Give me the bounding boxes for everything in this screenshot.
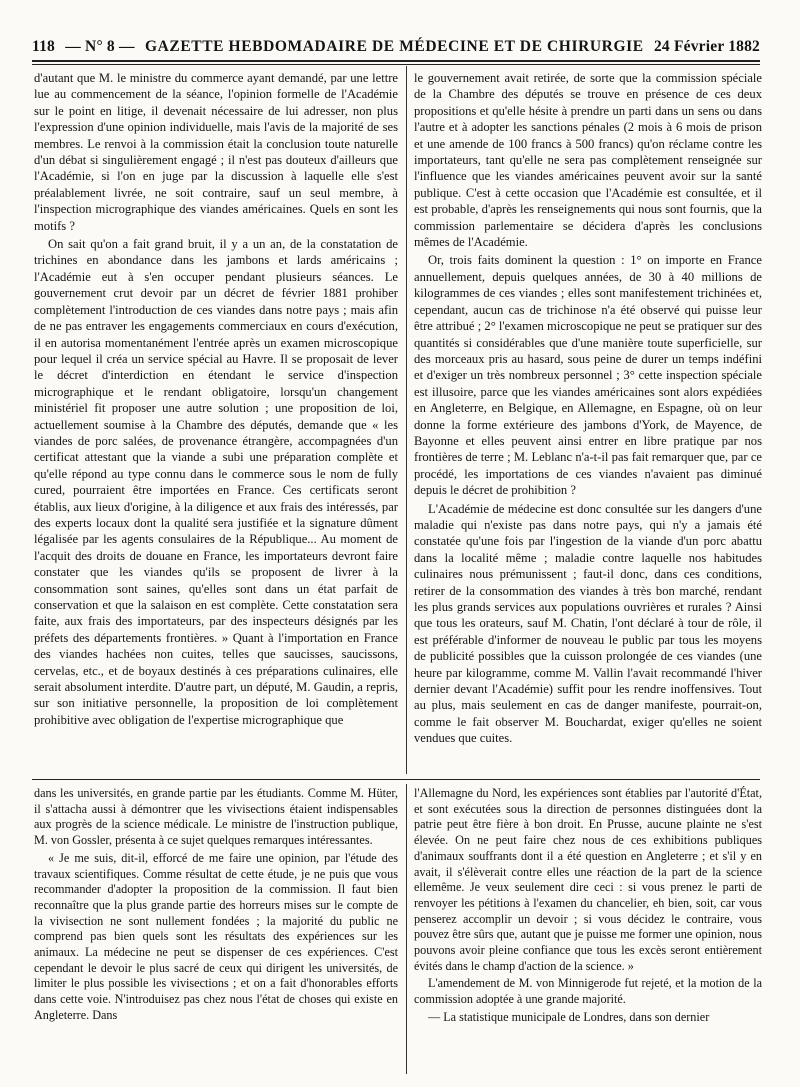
paragraph: L'amendement de M. von Minnigerode fut rejeté, et la motion de la commission adoptée à une grande majorité.: [414, 976, 762, 1007]
paragraph: le gouvernement avait retirée, de sorte que la commission spéciale de la Chambre des députés se trouve en présence de ces deux propositions et qu'elle hésite à prendre un parti dans un sens ou dans l'autre et à adopter les sanctions pénales (2 mois à 6 mois de prison et une amende de 100 francs à 500 francs) qu'on réclame contre les importateurs, tant qu'elle ne sera pas complètement renseignée sur l'influence que les viandes américaines peuvent avoir sur la santé publique. C'est à cette occasion que l'Académie est consultée, et il est probable, d'après les renseignements qui nous sont fournis, que la commission parlementaire se décidera d'après les conclusions mêmes de l'Académie.: [414, 71, 762, 250]
lower-right-column: [414, 786, 762, 1076]
paragraph: — La statistique municipale de Londres, dans son dernier: [428, 1009, 710, 1024]
paragraph: On sait qu'on a fait grand bruit, il y a un an, de la constatation de trichines en abondance dans les jambons et lards américains ; l'Académie eut à s'en occuper pendant plusieurs séances. Le gouvernement crut devoir par un décret de février 1881 prohiber complètement l'introduction de ces viandes dans notre pays ; mais afin de ne pas entraver les engagements commerciaux en cours d'exécution, il en autorisa momentanément l'entrée après un examen microscopique pour lequel il créa un service spécial au Havre. Il se proposait de lever le décret d'interdiction en étendant le service d'inspection micrographique et le rendant obligatoire, lorsqu'un changement ministériel fit proposer une autre solution ; une proposition de loi, actuellement soumise à la Chambre des députés, demande que « les viandes de porc salées, de provenance étrangère, accompagnées d'un certificat attestant que la viande a subi une préparation complète et qu'elle répond au type connu dans le commerce sous le nom de fully cured, pourraient être importées en France. Ces certificats seront établis, aux lieux d'origine, à la diligence et aux frais des intéressés, par des experts locaux dont la qualité sera justifiée et la signature dûment légalisée par les agents consulaires de la République... Au moment de l'acquit des droits de douane en France, les importateurs devront faire constater que les viandes qu'ils se proposent de livrer à la consommation sont saines, qu'elles sont dans un état parfait de conservation et que la salaison en est complète. Cette constatation sera faite, aux frais des importateurs, par des inspecteurs désignés par les préfets des départements frontières. » Quant à l'importation en France des viandes hachées non cuites, telles que saucisses, saucissons, cervelas, etc., et de boyaux destinés à ces préparations culinaires, elle serait absolument interdite. D'autre part, un député, M. Gaudin, a repris, sur son initiative personnelle, la proposition de loi complètement prohibitive avec obligation de l'expertise micrographique que: [34, 237, 398, 727]
paragraph: « Je me suis, dit-il, efforcé de me faire une opinion, par l'étude des travaux scientifiques. Comme résultat de cette étude, je ne puis que vous recommander d'adopter la proposition de la commission. Il faut bien reconnaître que la plus grande partie des horreurs mises sur le compte de la vivisection ne sont nullement fondées ; la majorité du public ne comprend pas bien quels sont les résultats des expériences sur les animaux. La médecine ne peut se dispenser de ces expériences. C'est cependant le devoir le plus sacré de ceux qui dirigent les universités, de limiter le plus possible les vivisections ; et on a fait d'honorables efforts dans cette voie. N'introduisez pas chez nous l'état de choses qui existe en Angleterre. Dans: [34, 850, 398, 1022]
header-rule-thin: [32, 64, 760, 65]
journal-title: GAZETTE HEBDOMADAIRE DE MÉDECINE ET DE CHIRURGIE: [144, 38, 644, 55]
issue-number: — N° 8 —: [65, 38, 135, 55]
upper-left-column: [34, 70, 398, 774]
header-rule: [32, 60, 760, 62]
issue-date: 24 Février 1882: [653, 38, 760, 55]
page-header: [32, 38, 760, 56]
paragraph: d'autant que M. le ministre du commerce ayant demandé, par une lettre lue au commencement de la séance, l'opinion formelle de l'Académie sur le point en litige, il devenait nécessaire de lui adresser, non plus l'expression d'une opinion individuelle, mais l'avis de la majorité de ses membres. Le renvoi à la commission était la conclusion toute naturelle d'un débat si singulièrement engagé ; il n'est pas douteux d'ailleurs que l'Académie, si l'on en juge par la discussion à laquelle elle s'est préalablement livrée, ne soit contraire, sauf un seul membre, à l'inspection micrographique des viandes américaines. Quels en sont les motifs ?: [34, 71, 398, 233]
paragraph: L'Académie de médecine est donc consultée sur les dangers d'une maladie qui n'existe pas dans notre pays, qui n'y a jamais été constatée qu'une fois par l'ingestion de la viande d'un porc abattu dans la localité même ; maladie contre laquelle nos habitudes culinaires nous prémunissent ; faut-il donc, dans ces conditions, retirer de la consommation des viandes à très bon marché, rendant les plus grands services aux populations ouvrières et rurales ? Ainsi que tous les orateurs, sauf M. Chatin, l'ont déclaré à tour de rôle, il est préférable d'informer de nouveau le public par tous les moyens de publicité possibles que la cuisson prolongée de ces viandes (une heure par kilogramme, comme M. Vallin l'avait recommandé l'hiver dernier devant l'Académie) suffit pour les rendre inoffensives. Tout au plus, mais seulement en cas de danger manifeste, pourrait-on, comme le fait observer M. Bouchardat, exiger qu'elles ne soient vendues que cuites.: [414, 501, 762, 746]
paragraph: l'Allemagne du Nord, les expériences sont établies par l'autorité d'État, et sont exécutées sous la direction de personnes distinguées dont la patrie peut être fière à bon droit. En Prusse, aucune plainte ne s'est élevée. On ne peut faire chez nous de ces exhibitions publiques d'animaux souffrants dont il a été question en Angleterre ; et s'il y en avait, il s'élèverait contre elles une réaction de la part de la science ellemême. Je veux seulement dire ceci : si vous prenez le parti de renvoyer les pétitions à l'examen du chancelier, eh bien, soit, car vous penserez accomplir un devoir ; si vous décidez le contraire, vous pouvez être sûrs que, autant que je puisse me former une opinion, nous pouvons avoir pleine confiance que tous les excès seront entièrement évités dans le champ d'action de la science. »: [414, 786, 762, 973]
paragraph: dans les universités, en grande partie par les étudiants. Comme M. Hüter, il s'attacha aussi à démontrer que les vivisections étaient indispensables aux progrès de la science médicale. Le ministre de l'instruction publique, M. von Gossler, présenta à ce sujet quelques remarques intéressantes.: [34, 786, 398, 848]
paragraph: Or, trois faits dominent la question : 1° on importe en France annuellement, depuis quelques années, de 30 à 40 millions de kilogrammes de ces viandes ; elles sont manifestement trichinées et, cependant, aucun cas de trichinose n'a été observé qui puisse leur être attribué ; 2° l'examen microscopique ne peut se pratiquer sur des quantités si considérables que d'une manière toute superficielle, sur des morceaux pris au hasard, sous peine de durer un temps indéfini et d'exiger un très nombreux personnel ; 3° cette inspection spéciale est illusoire, parce que les viandes américaines sont alors expédiées en Angleterre, en Belgique, en Allemagne, en Espagne, où on leur donne la forme extérieure des jambons d'York, de Mayence, de Bayonne et elles peuvent ainsi entrer en libre pratique par nos frontières de terre ; M. Leblanc n'a-t-il pas fait remarquer que, par ce procédé, les importations de ces viandes n'avaient pas diminué depuis le décret de prohibition ?: [414, 253, 762, 498]
column-divider: [406, 784, 407, 1074]
column-divider: [406, 66, 407, 774]
upper-right-column: [414, 70, 762, 774]
lower-left-column: [34, 786, 398, 1076]
page-number: 118: [32, 38, 55, 55]
section-rule: [32, 779, 760, 780]
